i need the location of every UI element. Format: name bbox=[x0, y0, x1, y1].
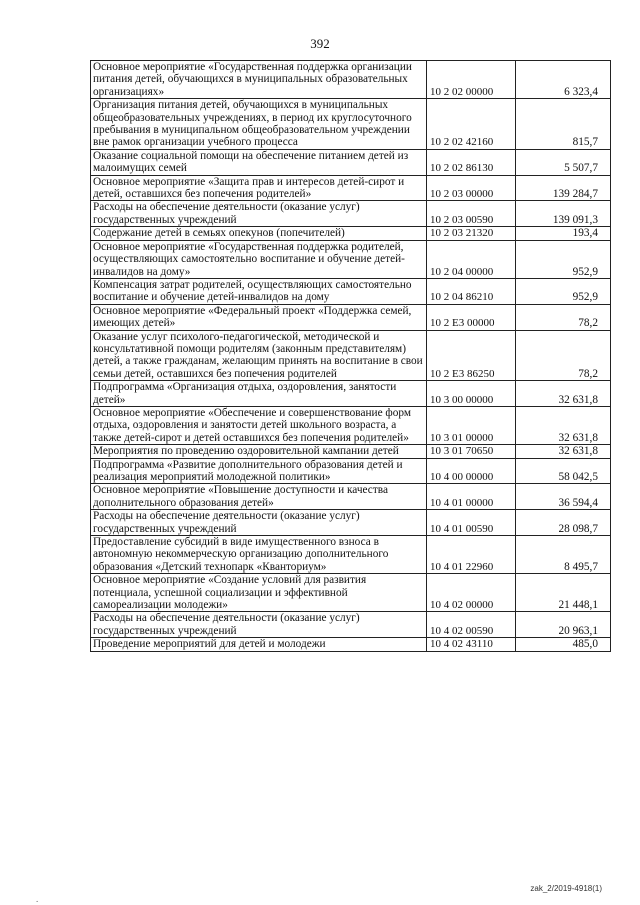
row-code: 10 4 02 43110 bbox=[427, 638, 516, 651]
row-code: 10 2 03 00000 bbox=[427, 175, 516, 201]
row-code: 10 3 01 70650 bbox=[427, 445, 516, 458]
table-row bbox=[91, 61, 611, 99]
row-name: Проведение мероприятий для детей и молодежи bbox=[91, 638, 427, 651]
table-row bbox=[91, 638, 611, 651]
row-name: Подпрограмма «Организация отдыха, оздоровления, занятости детей» bbox=[91, 381, 427, 407]
row-amount: 20 963,1 bbox=[516, 612, 611, 638]
budget-table-body bbox=[91, 61, 611, 652]
row-code: 10 2 Е3 00000 bbox=[427, 304, 516, 330]
row-name: Компенсация затрат родителей, осуществляющих самостоятельно воспитание и обучение детей-инвалидов на дому bbox=[91, 278, 427, 304]
row-code: 10 3 00 00000 bbox=[427, 381, 516, 407]
table-row bbox=[91, 99, 611, 150]
row-code: 10 2 02 86130 bbox=[427, 149, 516, 175]
row-code: 10 3 01 00000 bbox=[427, 406, 516, 444]
margin-mark: . bbox=[36, 894, 39, 904]
row-amount: 5 507,7 bbox=[516, 149, 611, 175]
row-amount: 193,4 bbox=[516, 227, 611, 240]
row-code: 10 2 03 21320 bbox=[427, 227, 516, 240]
row-amount: 21 448,1 bbox=[516, 574, 611, 612]
row-name: Расходы на обеспечение деятельности (оказание услуг) государственных учреждений bbox=[91, 510, 427, 536]
table-row bbox=[91, 175, 611, 201]
row-name: Основное мероприятие «Повышение доступности и качества дополнительного образования детей» bbox=[91, 484, 427, 510]
row-name: Основное мероприятие «Защита прав и интересов детей-сирот и детей, оставшихся без попечения родителей» bbox=[91, 175, 427, 201]
row-amount: 58 042,5 bbox=[516, 458, 611, 484]
row-amount: 485,0 bbox=[516, 638, 611, 651]
document-footer-code: zak_2/2019-4918(1) bbox=[530, 884, 602, 893]
table-row bbox=[91, 278, 611, 304]
row-amount: 32 631,8 bbox=[516, 406, 611, 444]
table-row bbox=[91, 304, 611, 330]
table-row bbox=[91, 536, 611, 574]
row-name: Оказание социальной помощи на обеспечение питанием детей из малоимущих семей bbox=[91, 149, 427, 175]
row-amount: 815,7 bbox=[516, 99, 611, 150]
table-row bbox=[91, 484, 611, 510]
row-name: Основное мероприятие «Государственная поддержка родителей, осуществляющих самостоятельно воспитание и обучение детей-инвалидов на дому» bbox=[91, 240, 427, 278]
row-code: 10 2 03 00590 bbox=[427, 201, 516, 227]
row-amount: 78,2 bbox=[516, 304, 611, 330]
row-amount: 32 631,8 bbox=[516, 445, 611, 458]
table-row bbox=[91, 240, 611, 278]
table-row bbox=[91, 227, 611, 240]
table-row bbox=[91, 406, 611, 444]
row-name: Расходы на обеспечение деятельности (оказание услуг) государственных учреждений bbox=[91, 612, 427, 638]
row-code: 10 2 Е3 86250 bbox=[427, 330, 516, 381]
row-amount: 6 323,4 bbox=[516, 61, 611, 99]
table-row bbox=[91, 612, 611, 638]
row-amount: 952,9 bbox=[516, 278, 611, 304]
row-name: Оказание услуг психолого-педагогической, методической и консультативной помощи родителям (законным представителям) детей, а также гражданам, желающим принять на воспитание в свои семьи детей, оставшихся без попечения родителей bbox=[91, 330, 427, 381]
row-code: 10 4 02 00000 bbox=[427, 574, 516, 612]
row-amount: 28 098,7 bbox=[516, 510, 611, 536]
row-code: 10 4 02 00590 bbox=[427, 612, 516, 638]
table-row bbox=[91, 458, 611, 484]
row-amount: 139 091,3 bbox=[516, 201, 611, 227]
row-amount: 952,9 bbox=[516, 240, 611, 278]
row-code: 10 4 01 22960 bbox=[427, 536, 516, 574]
row-name: Подпрограмма «Развитие дополнительного образования детей и реализация мероприятий молодежной политики» bbox=[91, 458, 427, 484]
row-code: 10 2 04 00000 bbox=[427, 240, 516, 278]
row-name: Содержание детей в семьях опекунов (попечителей) bbox=[91, 227, 427, 240]
row-code: 10 4 00 00000 bbox=[427, 458, 516, 484]
row-code: 10 2 02 00000 bbox=[427, 61, 516, 99]
row-name: Мероприятия по проведению оздоровительной кампании детей bbox=[91, 445, 427, 458]
table-row bbox=[91, 574, 611, 612]
row-code: 10 4 01 00000 bbox=[427, 484, 516, 510]
table-row bbox=[91, 381, 611, 407]
table-row bbox=[91, 510, 611, 536]
row-name: Основное мероприятие «Государственная поддержка организации питания детей, обучающихся в муниципальных образовательных организациях» bbox=[91, 61, 427, 99]
table-row bbox=[91, 149, 611, 175]
budget-table bbox=[90, 60, 611, 652]
row-name: Основное мероприятие «Создание условий для развития потенциала, успешной социализации и эффективной самореализации молодежи» bbox=[91, 574, 427, 612]
table-row bbox=[91, 330, 611, 381]
row-name: Основное мероприятие «Обеспечение и совершенствование форм отдыха, оздоровления и занятости детей школьного возраста, а также детей-сирот и детей оставшихся без попечения родителей» bbox=[91, 406, 427, 444]
row-name: Предоставление субсидий в виде имущественного взноса в автономную некоммерческую организацию дополнительного образования «Детский технопарк «Кванториум» bbox=[91, 536, 427, 574]
row-name: Организация питания детей, обучающихся в муниципальных общеобразовательных учреждениях, в период их круглосуточного пребывания в муниципальном общеобразовательном учреждении вне рамок организации учебного процесса bbox=[91, 99, 427, 150]
row-name: Основное мероприятие «Федеральный проект «Поддержка семей, имеющих детей» bbox=[91, 304, 427, 330]
row-code: 10 2 02 42160 bbox=[427, 99, 516, 150]
table-row bbox=[91, 201, 611, 227]
row-code: 10 2 04 86210 bbox=[427, 278, 516, 304]
page-number: 392 bbox=[310, 36, 330, 51]
row-code: 10 4 01 00590 bbox=[427, 510, 516, 536]
row-amount: 78,2 bbox=[516, 330, 611, 381]
row-amount: 32 631,8 bbox=[516, 381, 611, 407]
table-row bbox=[91, 445, 611, 458]
row-amount: 139 284,7 bbox=[516, 175, 611, 201]
row-amount: 36 594,4 bbox=[516, 484, 611, 510]
row-amount: 8 495,7 bbox=[516, 536, 611, 574]
row-name: Расходы на обеспечение деятельности (оказание услуг) государственных учреждений bbox=[91, 201, 427, 227]
